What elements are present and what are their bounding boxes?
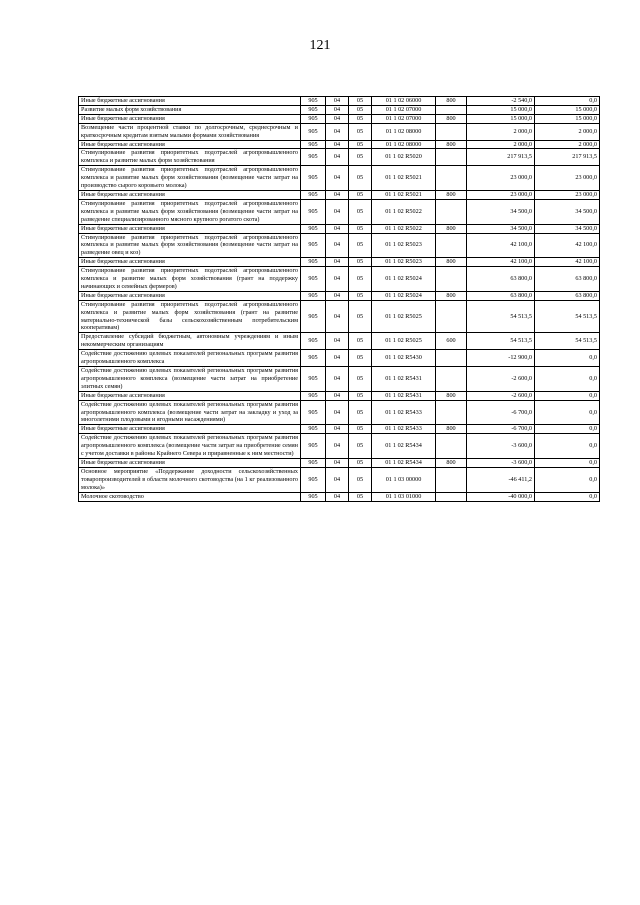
table-row [79, 300, 600, 333]
row-amount-total-cell: 0,0 [535, 425, 600, 434]
row-subsection-cell: 05 [349, 97, 372, 106]
row-amount-change-cell: -3 600,0 [467, 434, 535, 459]
row-grbs-cell: 905 [301, 434, 326, 459]
row-amount-change-cell: 42 100,0 [467, 258, 535, 267]
row-expense-type-cell [436, 492, 467, 501]
table-row [79, 291, 600, 300]
row-target-article-cell: 01 1 02 R5434 [372, 434, 436, 459]
row-amount-change-cell: -46 411,2 [467, 467, 535, 492]
row-name-cell: Содействие достижению целевых показателей региональных программ развития агропромышленного комплекса (возмещение части затрат на закладку и уход за многолетними плодовыми и ягодными насаждениями) [79, 400, 301, 425]
row-target-article-cell: 01 1 02 R5434 [372, 458, 436, 467]
row-name-cell: Стимулирование развития приоритетных подотраслей агропромышленного комплекса и развитие малых форм хозяйствования (возмещение части затрат на производство сырого коровьего молока) [79, 166, 301, 191]
row-name-cell: Иные бюджетные ассигнования [79, 140, 301, 149]
row-expense-type-cell: 800 [436, 190, 467, 199]
page-number: 121 [309, 38, 331, 53]
row-expense-type-cell [436, 166, 467, 191]
row-subsection-cell: 05 [349, 190, 372, 199]
row-subsection-cell: 05 [349, 166, 372, 191]
row-name-cell: Молочное скотоводство [79, 492, 301, 501]
row-amount-total-cell: 34 500,0 [535, 224, 600, 233]
row-target-article-cell: 01 1 02 R5025 [372, 300, 436, 333]
row-section-cell: 04 [326, 391, 349, 400]
row-target-article-cell: 01 1 02 R5021 [372, 190, 436, 199]
row-section-cell: 04 [326, 123, 349, 140]
row-amount-change-cell: -2 540,0 [467, 97, 535, 106]
row-expense-type-cell [436, 300, 467, 333]
row-subsection-cell: 05 [349, 123, 372, 140]
row-amount-total-cell: 15 000,0 [535, 105, 600, 114]
row-amount-change-cell: 217 913,5 [467, 149, 535, 166]
row-name-cell: Иные бюджетные ассигнования [79, 458, 301, 467]
row-section-cell: 04 [326, 140, 349, 149]
row-subsection-cell: 05 [349, 267, 372, 292]
row-subsection-cell: 05 [349, 291, 372, 300]
row-section-cell: 04 [326, 400, 349, 425]
row-section-cell: 04 [326, 367, 349, 392]
row-section-cell: 04 [326, 458, 349, 467]
row-name-cell: Содействие достижению целевых показателей региональных программ развития агропромышленного комплекса [79, 350, 301, 367]
row-amount-total-cell: 0,0 [535, 434, 600, 459]
table-row [79, 114, 600, 123]
row-subsection-cell: 05 [349, 140, 372, 149]
row-target-article-cell: 01 1 02 R5431 [372, 367, 436, 392]
row-section-cell: 04 [326, 258, 349, 267]
row-amount-total-cell: 54 513,5 [535, 300, 600, 333]
row-section-cell: 04 [326, 224, 349, 233]
row-target-article-cell: 01 1 02 R5024 [372, 291, 436, 300]
row-amount-total-cell: 0,0 [535, 367, 600, 392]
row-subsection-cell: 05 [349, 233, 372, 258]
row-amount-change-cell: -40 000,0 [467, 492, 535, 501]
row-section-cell: 04 [326, 291, 349, 300]
row-amount-total-cell: 0,0 [535, 391, 600, 400]
row-subsection-cell: 05 [349, 350, 372, 367]
row-expense-type-cell: 800 [436, 224, 467, 233]
row-target-article-cell: 01 1 02 R5025 [372, 333, 436, 350]
row-subsection-cell: 05 [349, 367, 372, 392]
row-amount-total-cell: 0,0 [535, 458, 600, 467]
table-row [79, 492, 600, 501]
row-section-cell: 04 [326, 105, 349, 114]
row-amount-total-cell: 23 000,0 [535, 190, 600, 199]
row-grbs-cell: 905 [301, 97, 326, 106]
row-grbs-cell: 905 [301, 149, 326, 166]
row-subsection-cell: 05 [349, 114, 372, 123]
table-row [79, 333, 600, 350]
row-name-cell: Стимулирование развития приоритетных подотраслей агропромышленного комплекса и развитие малых форм хозяйствования (возмещение части затрат на разведение овец и коз) [79, 233, 301, 258]
row-grbs-cell: 905 [301, 391, 326, 400]
row-name-cell: Возмещение части процентной ставки по долгосрочным, среднесрочным и краткосрочным кредитам взятым малыми формами хозяйствования [79, 123, 301, 140]
row-expense-type-cell [436, 367, 467, 392]
row-amount-total-cell: 23 000,0 [535, 166, 600, 191]
row-amount-total-cell: 15 000,0 [535, 114, 600, 123]
budget-table [78, 96, 600, 502]
row-expense-type-cell: 800 [436, 140, 467, 149]
row-amount-total-cell: 0,0 [535, 467, 600, 492]
row-section-cell: 04 [326, 166, 349, 191]
row-section-cell: 04 [326, 492, 349, 501]
row-target-article-cell: 01 1 02 R5433 [372, 425, 436, 434]
row-target-article-cell: 01 1 02 R5022 [372, 199, 436, 224]
row-grbs-cell: 905 [301, 114, 326, 123]
row-grbs-cell: 905 [301, 350, 326, 367]
row-amount-total-cell: 2 000,0 [535, 140, 600, 149]
row-name-cell: Иные бюджетные ассигнования [79, 391, 301, 400]
row-amount-change-cell: 23 000,0 [467, 166, 535, 191]
row-grbs-cell: 905 [301, 400, 326, 425]
row-expense-type-cell [436, 105, 467, 114]
row-grbs-cell: 905 [301, 105, 326, 114]
row-grbs-cell: 905 [301, 123, 326, 140]
table-row [79, 233, 600, 258]
row-grbs-cell: 905 [301, 300, 326, 333]
table-row [79, 267, 600, 292]
row-name-cell: Стимулирование развития приоритетных подотраслей агропромышленного комплекса и развитие малых форм хозяйствования (возмещение части затрат на разведение специализированного мясного крупного рогатого скота) [79, 199, 301, 224]
row-name-cell: Иные бюджетные ассигнования [79, 114, 301, 123]
row-amount-change-cell: -2 600,0 [467, 367, 535, 392]
row-target-article-cell: 01 1 03 00000 [372, 467, 436, 492]
row-amount-total-cell: 0,0 [535, 400, 600, 425]
row-expense-type-cell: 800 [436, 258, 467, 267]
row-section-cell: 04 [326, 190, 349, 199]
row-amount-change-cell: 54 513,5 [467, 333, 535, 350]
row-target-article-cell: 01 1 02 08000 [372, 140, 436, 149]
row-amount-change-cell: 15 000,0 [467, 114, 535, 123]
row-section-cell: 04 [326, 97, 349, 106]
row-grbs-cell: 905 [301, 291, 326, 300]
row-expense-type-cell: 800 [436, 391, 467, 400]
row-amount-change-cell: 34 500,0 [467, 224, 535, 233]
row-target-article-cell: 01 1 02 R5431 [372, 391, 436, 400]
row-target-article-cell: 01 1 02 06000 [372, 97, 436, 106]
row-name-cell: Стимулирование развития приоритетных подотраслей агропромышленного комплекса и развитие малых форм хозяйствования [79, 149, 301, 166]
row-section-cell: 04 [326, 199, 349, 224]
row-target-article-cell: 01 1 02 R5021 [372, 166, 436, 191]
row-expense-type-cell [436, 123, 467, 140]
row-grbs-cell: 905 [301, 467, 326, 492]
row-name-cell: Иные бюджетные ассигнования [79, 224, 301, 233]
row-amount-change-cell: 63 800,0 [467, 267, 535, 292]
row-target-article-cell: 01 1 02 R5022 [372, 224, 436, 233]
row-grbs-cell: 905 [301, 258, 326, 267]
row-amount-change-cell: 63 800,0 [467, 291, 535, 300]
row-grbs-cell: 905 [301, 333, 326, 350]
row-amount-change-cell: -2 600,0 [467, 391, 535, 400]
row-expense-type-cell [436, 434, 467, 459]
row-amount-total-cell: 217 913,5 [535, 149, 600, 166]
table-row [79, 224, 600, 233]
row-subsection-cell: 05 [349, 199, 372, 224]
row-name-cell: Иные бюджетные ассигнования [79, 425, 301, 434]
row-section-cell: 04 [326, 267, 349, 292]
row-grbs-cell: 905 [301, 367, 326, 392]
row-expense-type-cell [436, 149, 467, 166]
table-row [79, 458, 600, 467]
row-name-cell: Иные бюджетные ассигнования [79, 97, 301, 106]
row-amount-change-cell: 23 000,0 [467, 190, 535, 199]
row-section-cell: 04 [326, 300, 349, 333]
row-section-cell: 04 [326, 467, 349, 492]
row-amount-total-cell: 0,0 [535, 97, 600, 106]
table-row [79, 425, 600, 434]
row-grbs-cell: 905 [301, 425, 326, 434]
row-amount-total-cell: 54 513,5 [535, 333, 600, 350]
row-expense-type-cell [436, 267, 467, 292]
row-amount-change-cell: 2 000,0 [467, 140, 535, 149]
table-row [79, 434, 600, 459]
row-amount-change-cell: -6 700,0 [467, 400, 535, 425]
table-row [79, 391, 600, 400]
row-name-cell: Иные бюджетные ассигнования [79, 258, 301, 267]
row-name-cell: Развитие малых форм хозяйствования [79, 105, 301, 114]
row-name-cell: Содействие достижению целевых показателей региональных программ развития агропромышленного комплекса (возмещение части затрат на приобретение элитных семян) [79, 367, 301, 392]
table-row [79, 97, 600, 106]
row-amount-change-cell: 34 500,0 [467, 199, 535, 224]
row-target-article-cell: 01 1 02 R5023 [372, 258, 436, 267]
row-name-cell: Стимулирование развития приоритетных подотраслей агропромышленного комплекса и развитие малых форм хозяйствования (грант на поддержку начинающих и семейных фермеров) [79, 267, 301, 292]
row-name-cell: Предоставление субсидий бюджетным, автономным учреждениям и иным некоммерческим организациям [79, 333, 301, 350]
row-subsection-cell: 05 [349, 391, 372, 400]
row-section-cell: 04 [326, 333, 349, 350]
row-subsection-cell: 05 [349, 300, 372, 333]
row-subsection-cell: 05 [349, 492, 372, 501]
row-target-article-cell: 01 1 02 R5020 [372, 149, 436, 166]
table-row [79, 149, 600, 166]
table-row [79, 140, 600, 149]
row-amount-change-cell: -3 600,0 [467, 458, 535, 467]
row-target-article-cell: 01 1 02 R5430 [372, 350, 436, 367]
table-row [79, 367, 600, 392]
row-grbs-cell: 905 [301, 190, 326, 199]
row-grbs-cell: 905 [301, 140, 326, 149]
row-name-cell: Содействие достижению целевых показателей региональных программ развития агропромышленного комплекса (возмещение части затрат на приобретение семян с учетом доставки в районы Крайнего Севера и приравненные к ним местности) [79, 434, 301, 459]
row-grbs-cell: 905 [301, 233, 326, 258]
row-target-article-cell: 01 1 02 R5023 [372, 233, 436, 258]
row-amount-change-cell: 42 100,0 [467, 233, 535, 258]
row-subsection-cell: 05 [349, 224, 372, 233]
row-subsection-cell: 05 [349, 333, 372, 350]
row-amount-change-cell: -6 700,0 [467, 425, 535, 434]
row-target-article-cell: 01 1 02 07000 [372, 105, 436, 114]
row-target-article-cell: 01 1 02 R5024 [372, 267, 436, 292]
table-body [79, 97, 600, 502]
row-section-cell: 04 [326, 350, 349, 367]
row-amount-total-cell: 0,0 [535, 492, 600, 501]
row-amount-change-cell: 2 000,0 [467, 123, 535, 140]
row-amount-total-cell: 63 800,0 [535, 291, 600, 300]
table-row [79, 467, 600, 492]
row-subsection-cell: 05 [349, 258, 372, 267]
row-expense-type-cell: 800 [436, 97, 467, 106]
row-target-article-cell: 01 1 02 R5433 [372, 400, 436, 425]
row-expense-type-cell [436, 467, 467, 492]
row-amount-change-cell: -12 900,0 [467, 350, 535, 367]
row-expense-type-cell [436, 199, 467, 224]
row-section-cell: 04 [326, 233, 349, 258]
row-expense-type-cell: 600 [436, 333, 467, 350]
row-subsection-cell: 05 [349, 458, 372, 467]
row-grbs-cell: 905 [301, 199, 326, 224]
row-name-cell: Стимулирование развития приоритетных подотраслей агропромышленного комплекса и развитие малых форм хозяйствования (грант на развитие материально-технической базы сельскохозяйственным потребительским кооперативам) [79, 300, 301, 333]
table-row [79, 166, 600, 191]
row-subsection-cell: 05 [349, 434, 372, 459]
row-name-cell: Иные бюджетные ассигнования [79, 291, 301, 300]
row-section-cell: 04 [326, 425, 349, 434]
row-amount-total-cell: 2 000,0 [535, 123, 600, 140]
row-subsection-cell: 05 [349, 467, 372, 492]
table-row [79, 199, 600, 224]
row-amount-total-cell: 42 100,0 [535, 233, 600, 258]
row-subsection-cell: 05 [349, 425, 372, 434]
table-row [79, 190, 600, 199]
row-section-cell: 04 [326, 149, 349, 166]
row-name-cell: Иные бюджетные ассигнования [79, 190, 301, 199]
row-amount-change-cell: 54 513,5 [467, 300, 535, 333]
row-target-article-cell: 01 1 03 01000 [372, 492, 436, 501]
table-row [79, 400, 600, 425]
row-grbs-cell: 905 [301, 492, 326, 501]
row-grbs-cell: 905 [301, 224, 326, 233]
row-section-cell: 04 [326, 114, 349, 123]
row-amount-total-cell: 42 100,0 [535, 258, 600, 267]
table-row [79, 350, 600, 367]
row-subsection-cell: 05 [349, 105, 372, 114]
row-amount-change-cell: 15 000,0 [467, 105, 535, 114]
row-subsection-cell: 05 [349, 400, 372, 425]
row-expense-type-cell [436, 350, 467, 367]
row-expense-type-cell [436, 233, 467, 258]
row-grbs-cell: 905 [301, 267, 326, 292]
row-expense-type-cell: 800 [436, 458, 467, 467]
row-amount-total-cell: 0,0 [535, 350, 600, 367]
row-amount-total-cell: 34 500,0 [535, 199, 600, 224]
row-expense-type-cell: 800 [436, 291, 467, 300]
row-target-article-cell: 01 1 02 08000 [372, 123, 436, 140]
row-amount-total-cell: 63 800,0 [535, 267, 600, 292]
row-grbs-cell: 905 [301, 166, 326, 191]
row-expense-type-cell: 800 [436, 425, 467, 434]
table-row [79, 123, 600, 140]
row-subsection-cell: 05 [349, 149, 372, 166]
row-name-cell: Основное мероприятие «Поддержание доходности сельскохозяйственных товаропроизводителей в области молочного скотоводства (на 1 кг реализованного молока)» [79, 467, 301, 492]
row-expense-type-cell [436, 400, 467, 425]
table-row [79, 258, 600, 267]
row-grbs-cell: 905 [301, 458, 326, 467]
row-target-article-cell: 01 1 02 07000 [372, 114, 436, 123]
row-section-cell: 04 [326, 434, 349, 459]
table-row [79, 105, 600, 114]
row-expense-type-cell: 800 [436, 114, 467, 123]
